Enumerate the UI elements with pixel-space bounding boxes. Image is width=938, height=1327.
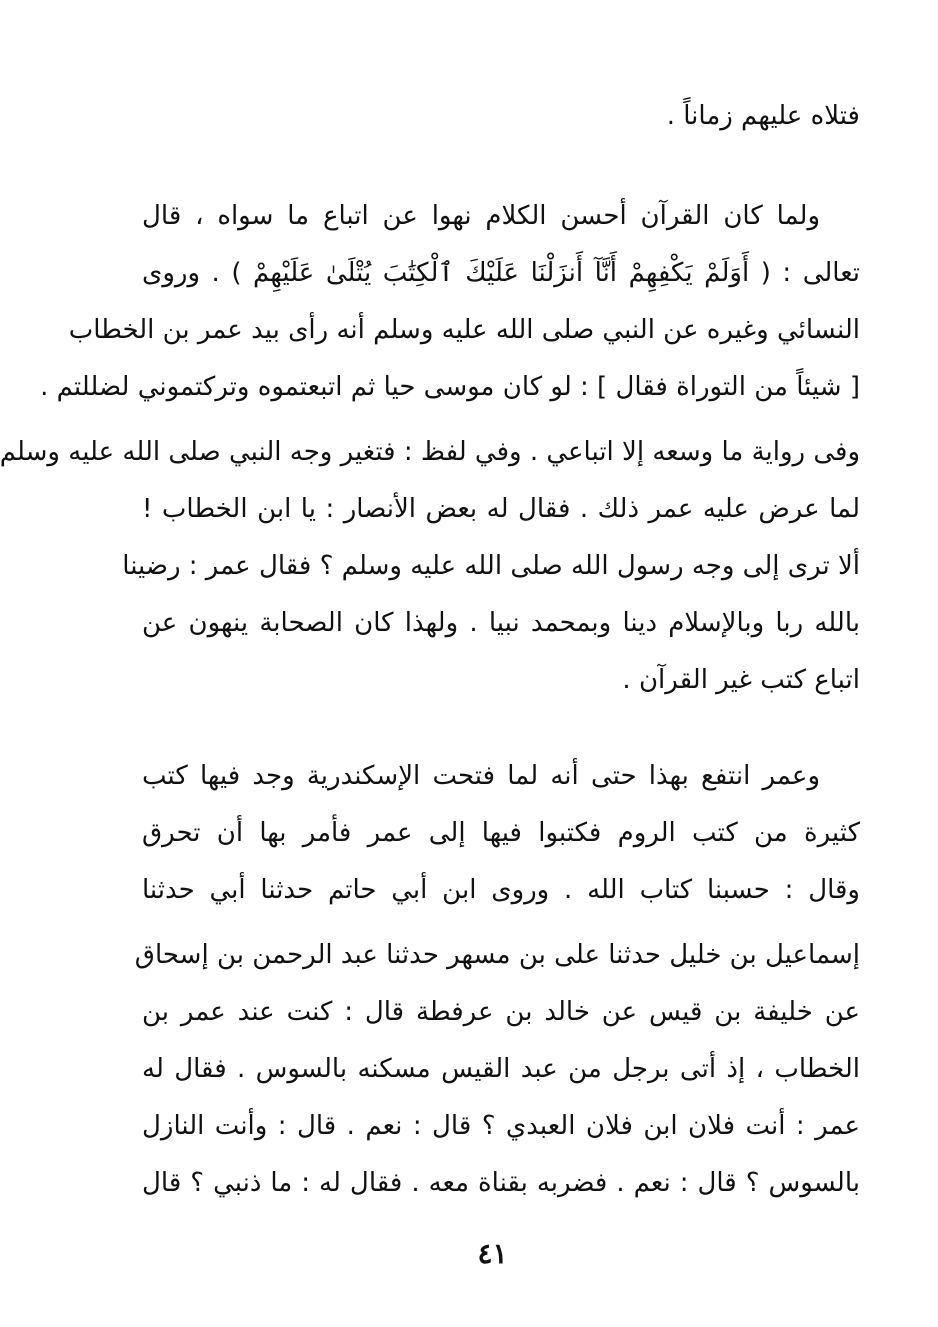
text-line: الخطاب ، إذ أتى برجل من عبد القيس مسكنه بالسوس . فقال له bbox=[142, 1054, 860, 1084]
text-line: عن خليفة بن قيس عن خالد بن عرفطة قال : كنت عند عمر بن bbox=[142, 997, 860, 1027]
text-line: اتباع كتب غير القرآن . bbox=[622, 665, 860, 695]
text-line: بالله ربا وبالإسلام دينا وبمحمد نبيا . ولهذا كان الصحابة ينهون عن bbox=[142, 608, 860, 638]
text-line: وقال : حسبنا كتاب الله . وروى ابن أبي حاتم حدثنا أبي حدثنا bbox=[142, 875, 860, 905]
text-line: عمر : أنت فلان ابن فلان العبدي ؟ قال : نعم . قال : وأنت النازل bbox=[142, 1111, 860, 1141]
text-line: [ شيئاً من التوراة فقال ] : لو كان موسى حيا ثم اتبعتموه وتركتموني لضللتم . bbox=[40, 372, 860, 402]
page-number: ٤١ bbox=[477, 1237, 508, 1270]
text-line: بالسوس ؟ قال : نعم . فضربه بقناة معه . فقال له : ما ذنبي ؟ قال bbox=[142, 1168, 860, 1198]
text-line: وعمر انتفع بهذا حتى أنه لما فتحت الإسكندرية وجد فيها كتب bbox=[142, 761, 820, 791]
text-line: وفى رواية ما وسعه إلا اتباعي . وفي لفظ : فتغير وجه النبي صلى الله عليه وسلم bbox=[0, 437, 860, 467]
text-line: إسماعيل بن خليل حدثنا على بن مسهر حدثنا عبد الرحمن بن إسحاق bbox=[134, 940, 860, 970]
text-line: ألا ترى إلى وجه رسول الله صلى الله عليه وسلم ؟ فقال عمر : رضينا bbox=[122, 551, 860, 581]
text-line: النسائي وغيره عن النبي صلى الله عليه وسلم أنه رأى بيد عمر بن الخطاب bbox=[68, 315, 860, 345]
text-line: لما عرض عليه عمر ذلك . فقال له بعض الأنصار : يا ابن الخطاب ! bbox=[142, 494, 860, 524]
text-line: فتلاه عليهم زماناً . bbox=[666, 101, 860, 131]
text-line: كثيرة من كتب الروم فكتبوا فيها إلى عمر فأمر بها أن تحرق bbox=[142, 818, 860, 848]
text-line: ولما كان القرآن أحسن الكلام نهوا عن اتباع ما سواه ، قال bbox=[142, 201, 820, 231]
text-line: تعالى : ( أَوَلَمْ يَكْفِهِمْ أَنَّآ أَنزَلْنَا عَلَيْكَ ٱلْكِتَٰبَ يُتْلَىٰ عَلَيْهِمْ ) . وروى bbox=[142, 258, 860, 288]
